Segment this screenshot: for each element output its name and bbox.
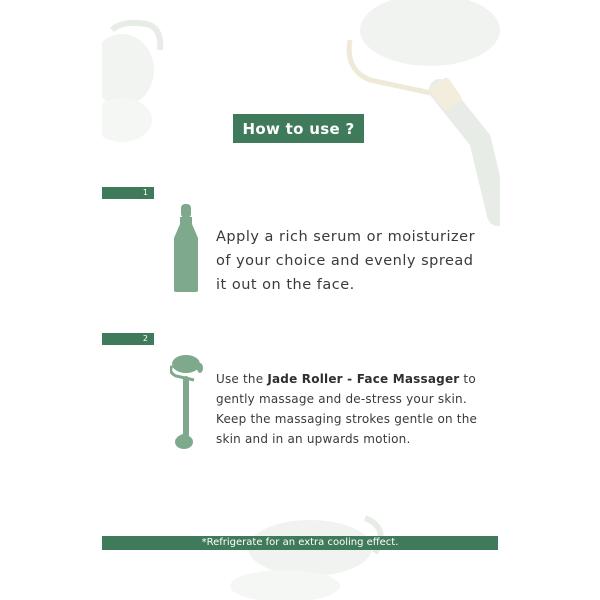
step-2-text-start: Use the: [216, 372, 268, 386]
product-name: Jade Roller - Face Massager: [267, 372, 460, 386]
step-2-text-end: to gently massage and de-stress your skin. Keep the massaging strokes gentle on the skin and in an upwards motion.: [216, 372, 478, 446]
jade-roller-icon: [170, 354, 210, 454]
step-2-instruction: [216, 369, 486, 449]
serum-bottle-icon: [168, 204, 204, 294]
background-roller-top-left-image: [102, 10, 172, 150]
step-1-instruction: Apply a rich serum or moisturizer of your choice and evenly spread it out on the face.: [216, 229, 476, 293]
page-title: How to use ?: [233, 114, 364, 143]
step-number-badge-1: 1: [102, 187, 154, 199]
step-number-badge-2: 2: [102, 333, 154, 345]
background-roller-bottom-image: [225, 508, 395, 600]
refrigerate-note: *Refrigerate for an extra cooling effect.: [102, 536, 498, 550]
